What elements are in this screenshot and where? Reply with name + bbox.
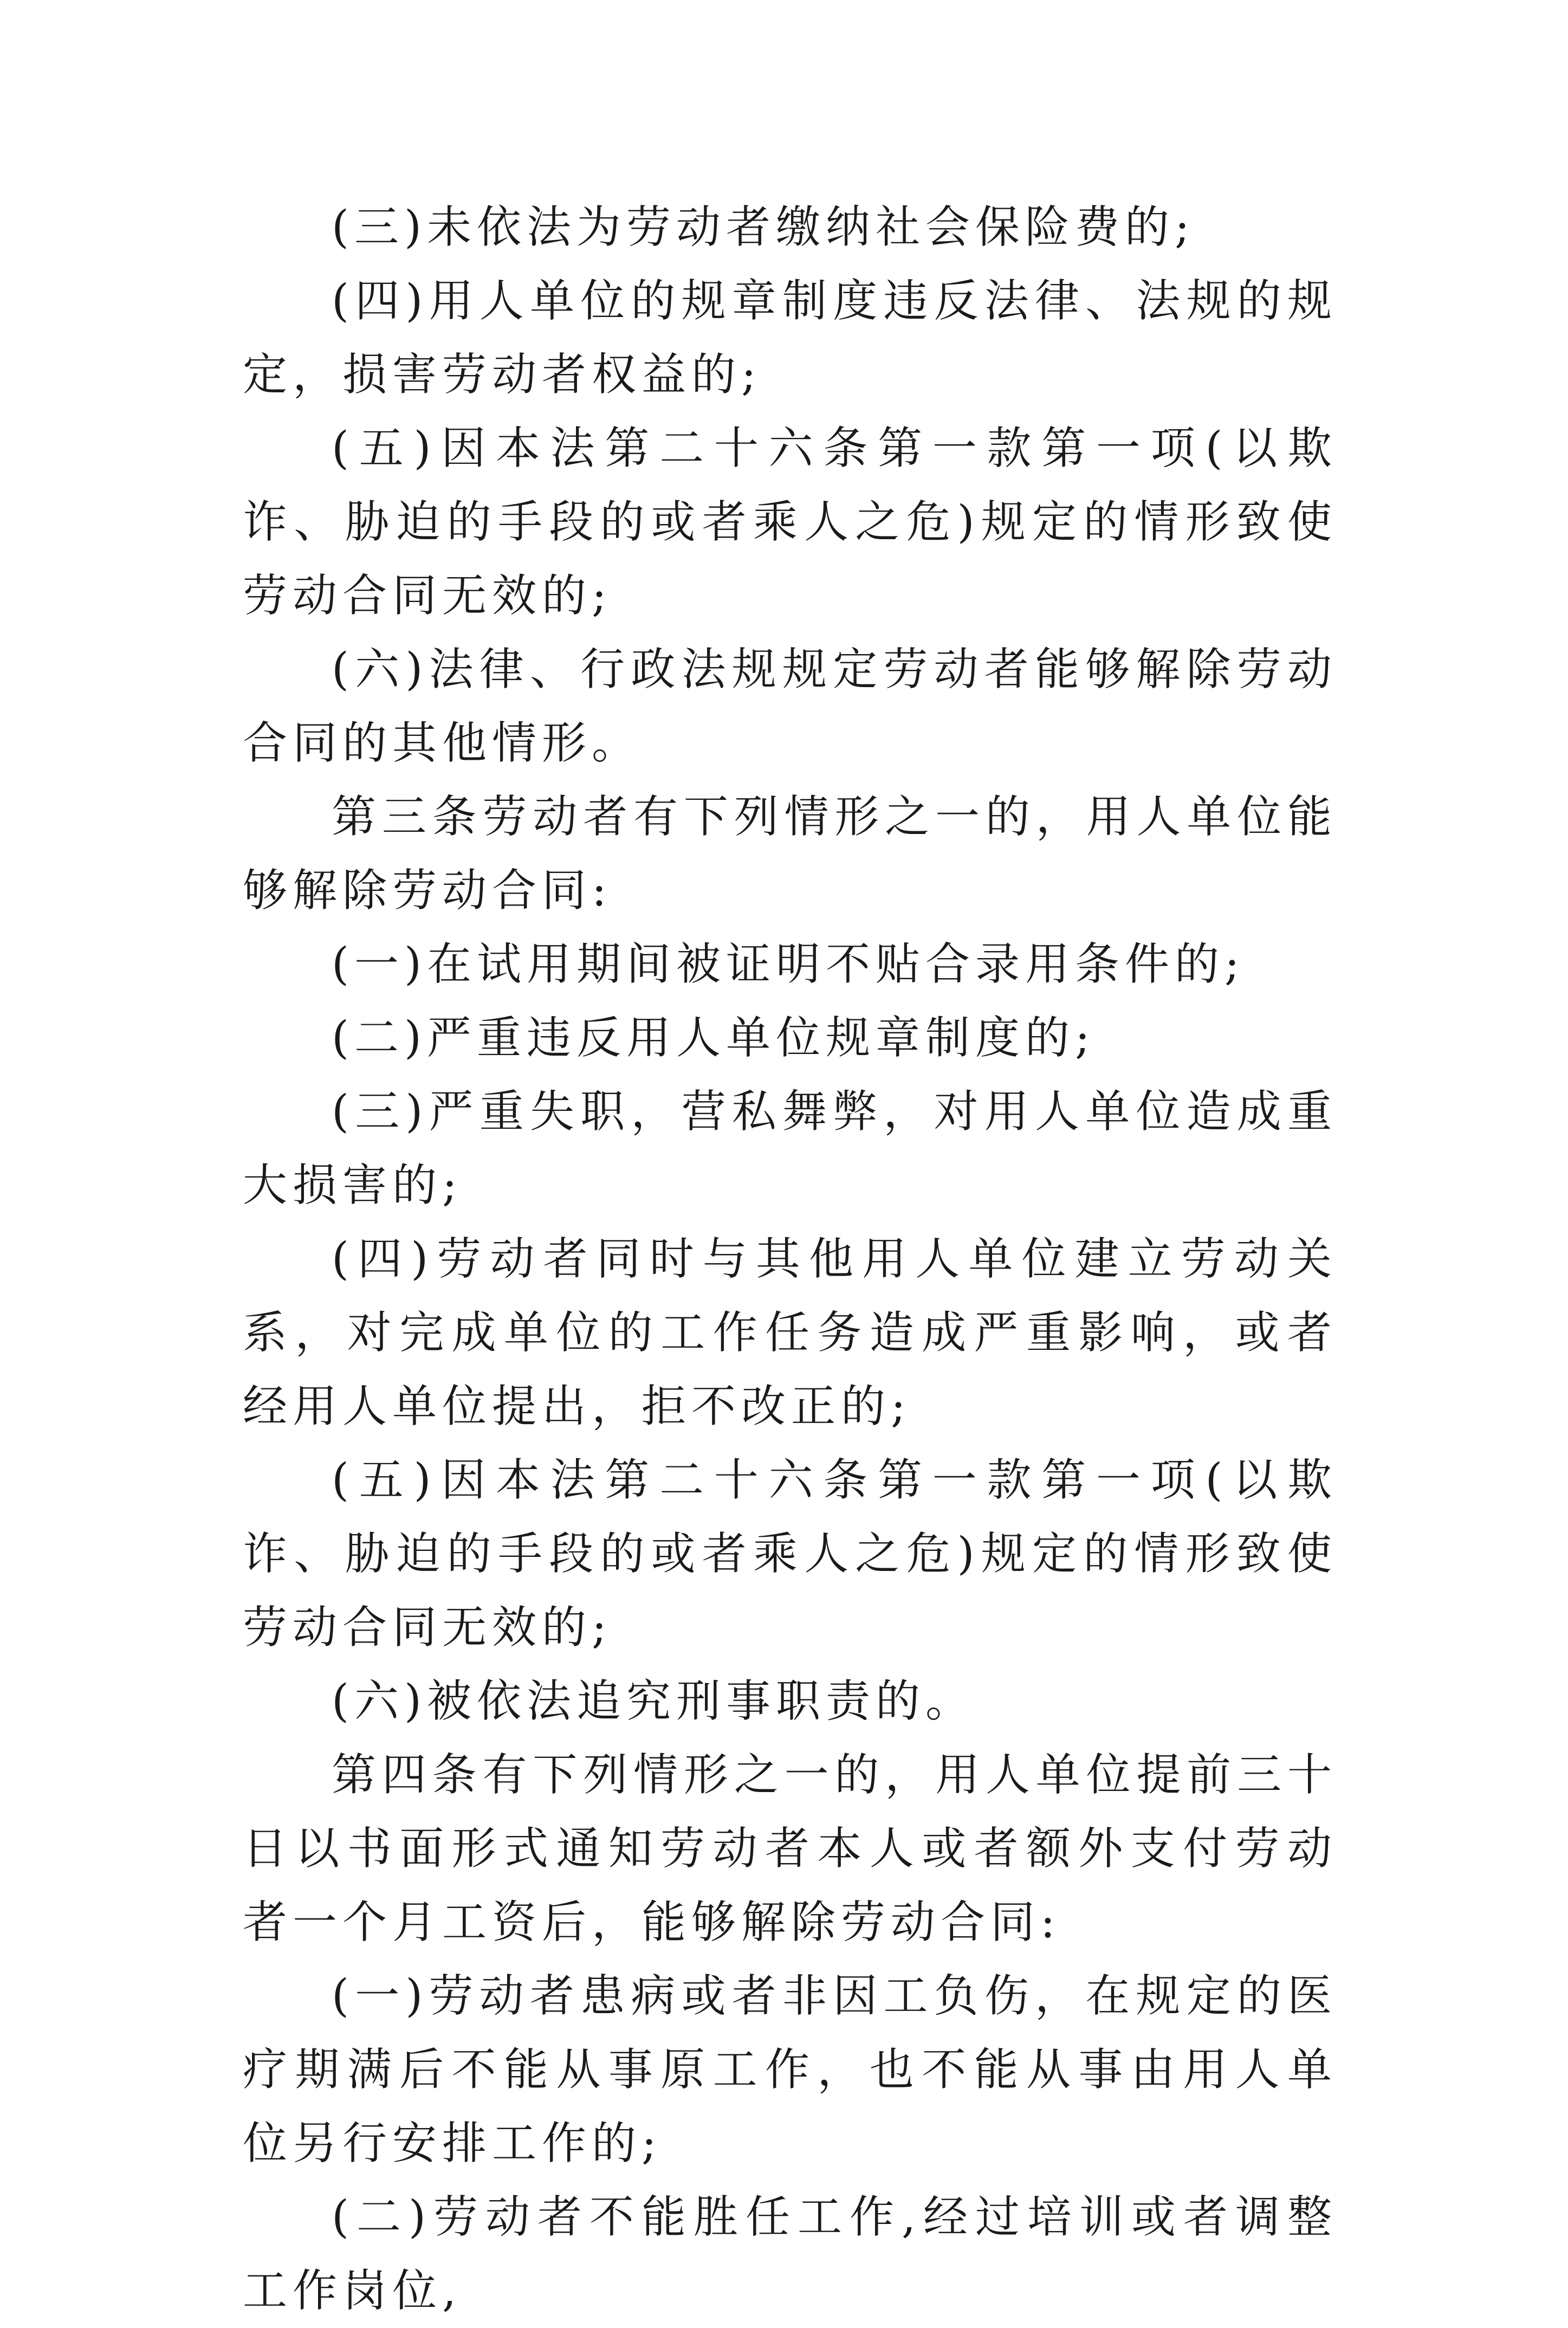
paragraph-2: (四)用人单位的规章制度违反法律、法规的规定，损害劳动者权益的; [243, 275, 1337, 400]
paragraph-7: (二)严重违反用人单位规章制度的; [332, 1012, 1096, 1064]
paragraph-10: (五)因本法第二十六条第一款第一项(以欺诈、胁迫的手段的或者乘人之危)规定的情形致使劳动合同无效的; [243, 1454, 1337, 1653]
paragraph-11: (六)被依法追究刑事职责的。 [332, 1676, 975, 1727]
paragraph-13: (一)劳动者患病或者非因工负伤，在规定的医疗期满后不能从事原工作，也不能从事由用人单位另行安排工作的; [243, 1970, 1337, 2169]
paragraph-14: (二)劳动者不能胜任工作,经过培训或者调整工作岗位, [243, 2191, 1337, 2317]
article-3-heading: 第三条劳动者有下列情形之一的，用人单位能够解除劳动合同: [243, 791, 1337, 916]
paragraph-6: (一)在试用期间被证明不贴合录用条件的; [332, 939, 1245, 990]
paragraph-4: (六)法律、行政法规规定劳动者能够解除劳动合同的其他情形。 [243, 644, 1337, 769]
paragraph-8: (三)严重失职，营私舞弊，对用人单位造成重大损害的; [243, 1086, 1337, 1211]
paragraph-9: (四)劳动者同时与其他用人单位建立劳动关系，对完成单位的工作任务造成严重影响，或者经用人单位提出，拒不改正的; [243, 1233, 1337, 1432]
paragraph-1: (三)未依法为劳动者缴纳社会保险费的; [332, 202, 1195, 253]
article-4-heading: 第四条有下列情形之一的，用人单位提前三十日以书面形式通知劳动者本人或者额外支付劳动者一个月工资后，能够解除劳动合同: [243, 1749, 1337, 1948]
paragraph-3: (五)因本法第二十六条第一款第一项(以欺诈、胁迫的手段的或者乘人之危)规定的情形致使劳动合同无效的; [243, 423, 1337, 622]
document-body [243, 191, 1337, 2328]
